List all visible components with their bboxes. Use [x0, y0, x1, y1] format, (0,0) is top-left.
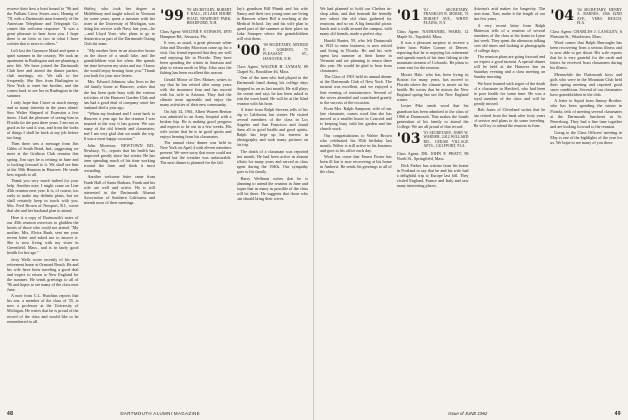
right-column-2 — [397, 6, 469, 410]
paragraph: Going to the Class Officers' meeting in May is one of the highlights of the year for us. We hope to see many of you there. — [550, 130, 622, 146]
class-header-1904 — [550, 8, 622, 26]
class-agent-line: Class Agent: CHARLES J. LANGLEY, 6 Pleasant St., Winchester, Mass. — [550, 28, 622, 39]
paragraph: Another welcome letter came from Frank Hall of Santa Barbara. Frank and his wife are well and active. He is still interested in the Dartmouth Alumni Association of Southern California and attends most of their meetings. — [83, 174, 155, 205]
paragraph: "My mother lives in an attractive house on the shore of a small lake, and the grandchildren visit her often. She spends her time between my sister and me. I know she would enjoy hearing from you." Thank you both for your nice letters. — [83, 47, 155, 78]
class-year-number: '99 — [160, 8, 184, 24]
paragraph: Arizona's arid makes for longevity. The next time, Tom, make it the length of our last few years. — [473, 6, 546, 22]
paragraph: Mrs. Edward Johnson, who lives in the old family home at Hanover, writes that she has been quite busy with the various activities of the Hanover Garden Club and has had a good deal of company since her husband died a year ago. — [83, 79, 155, 110]
right-page-footer — [321, 411, 621, 417]
paragraph: A letter to Squid from Jimmy Brother, who has been spending the winter in Florida, tells of meeting several classmates at the Dartmouth luncheon in St. Petersburg. They had a fine time together and are looking forward to the reunion. — [550, 98, 622, 129]
paragraph: Dick Parker has written from his home in Portland to say that he and his wife had a delightful trip to Europe last fall. They visited England, France and Italy and saw many interesting places. — [396, 162, 469, 188]
paragraph: The annual class dinner was held in New York on April 4 with eleven members present. We were sorry that more could not attend but the weather was unfavorable. The next dinner is planned for the fall. — [160, 140, 232, 166]
paragraph: "When my husband and I went back to Hanover a year ago for the reunion I was amazed at the way it has grown. We saw many of the old friends and classmates, and I am very glad that we made the trip. It was a most happy occasion." — [83, 111, 155, 142]
class-secretary-line: '99 SECRETARY, ROBERT F. BALL, 28 LAKE SHORE ROAD, NEWBURY PARK, BRADFORD, N.H. — [186, 8, 232, 26]
paragraph: The death of a classmate was reported last month. He had been active in alumni affairs for many years and served as class agent during the 1940s. Our sympathy goes to his family. — [236, 148, 308, 175]
page-number: 48 — [7, 411, 14, 417]
paragraph: A letter from Ralph Stevens tells of his trip to California last winter. He visited several members of the class in Los Angeles and San Francisco and found them all in good health and good spirits. Ralph has kept up his interest in photography and took many pictures on his trip. — [236, 107, 308, 148]
class-secretary-line: '01 SECRETARY, FRANKLIN B. MORSE, 76 DORSET AVE., WHITE PLAINS, N.Y. — [423, 8, 469, 26]
class-header-1899 — [160, 8, 232, 26]
paragraph: Word comes that Ralph Burroughs has been recovering from a serious illness and is now able to get about. His wife reports that he is very grateful for the cards and letters he received from classmates during his illness. — [550, 40, 622, 71]
class-year-number: '03 — [396, 130, 421, 147]
paragraph: A note from C.L. Hutchins reports that his son, a member of the class of '35, is now a professor at the University of Michigan. He writes that he is proud of the record of the class and would like to be remembered to all. — [7, 293, 79, 324]
paragraph: John Morrison, NEWTOWN RD., Newbury, Vt., reports that his health has improved greatly since last winter. He has been spending much of his time working around the farm and finds it most rewarding. — [83, 142, 155, 174]
paragraph: Lester Pike sends word that his grandson has been admitted to the class of 1966 at Dartmouth. That makes the fourth generation of his family to attend the College. We are all proud of that record. — [396, 103, 469, 129]
paragraph: Here is a copy of Dartmouth's notes of our 45th reunion exercises to gladden the hearts of those who could not attend. "My mother, Mrs. Elvira Rauh, sent me your recent letter and asked me to answer it. She is now living with my sister in Greenfield, Mass., and is in fairly good health for her age." — [7, 214, 79, 256]
paragraph: Word has come that Ernest Foster has been ill but is now recovering at his home in Amherst. He sends his greetings to all of the class. — [320, 154, 392, 175]
right-column-1 — [320, 6, 392, 410]
right-column-4 — [550, 6, 622, 410]
class-secretary-line: '00 SECRETARY, ARTHUR E. GORDON, 71 PLEASANT ST., HANOVER, N.H. — [263, 43, 308, 61]
left-page-footer — [7, 411, 307, 417]
paragraph: reserve their best a least bound to "96 and the Fulham Cross Stores ours. Hennig of '78, with a Dartmouth man formerly of the American Telephone and Telegraph Co. comes this welcome response: "It was a great pleasure to hear from you. I hope there is an item or two in what I have written that is news to others." — [7, 6, 79, 47]
paragraph: On July 14, 1961, Albert Warren Benton was admitted to an Army hospital with a broken hip. He is making good progress and expects to be out in a few weeks. His wife writes that he is in good spirits and enjoys hearing from his classmates. — [160, 108, 232, 139]
paragraph: The reunion plans are going forward and we expect a good turnout. A special dinner will be held at the Hanover Inn on Saturday evening and a class meeting on Sunday morning. — [473, 54, 546, 80]
paragraph: Morris Hale, who has been living in Boston for many years, has moved to Florida where the climate is easier on his health. He writes that he misses the New England spring but not the New England winter. — [396, 71, 469, 103]
class-agent-line: Class Agent: NATHANIEL WARD, 12 Maple St., Topsfield, Mass. — [396, 28, 469, 39]
paragraph: It was, as usual, a great pleasure when John and Dorothy Morrison came up for a visit. Our friend reported that they are well and enjoying life in Florida. They have been spending the winter in Sarasota and plan to return north in May. John says the fishing has been excellent this season. — [160, 40, 232, 76]
class-year-number: '04 — [550, 8, 575, 24]
left-column-4 — [237, 6, 309, 410]
paragraph: Gerald Morse of Des Moines writes to say that he has retired after many years with the insurance firm and has moved with his wife to Arizona. They find the climate most agreeable and enjoy the many activities of their new community. — [160, 76, 232, 108]
right-column-3 — [474, 6, 546, 410]
paragraph: It was a pleasant surprise to receive a letter from Walter Conner of Denver, reporting that he is enjoying his retirement and spends much of his time fishing in the mountain streams of Colorado. He plans to come east for the reunion. — [396, 40, 469, 71]
class-agent-line: Class Agent: WALTER H. LYMAN, 89 Chapel St., Brookline 46, Mass. — [236, 63, 308, 74]
left-page-columns — [7, 6, 308, 410]
paragraph: Our congratulations to Walter Brown who celebrated his 85th birthday last month. Walter is still active in his business and goes to his office each day. — [320, 132, 392, 153]
class-agent-line: Class Agent: WALTER F. STINSON, 1870 Hampton Rd., Sarasota, Fla. — [160, 28, 232, 39]
right-page-columns — [320, 6, 622, 410]
paragraph: The Class of 1901 held its annual dinner at the Dartmouth Club of New York. The turnout was excellent, and we enjoyed a fine evening of reminiscence. Several of the wives attended and contributed greatly to the success of the occasion. — [320, 74, 392, 105]
paragraph: A very recent letter from Ralph Matteson tells of a reunion of several members of the class at his home in Lyme last week. They spent the afternoon talking over old times and looking at photographs of college days. — [473, 22, 546, 53]
class-header-1903 — [397, 131, 469, 149]
paragraph: I only hope that I have as much energy and as many interests in the years ahead. Saw Walter Shepard of Evanston a few times. I had the pleasure of seeing him in Florida for the past three years. I am not as good as he said it was, and from the looks of things I shall be back at my job before too long. — [7, 99, 79, 140]
page-number: 49 — [614, 411, 621, 417]
left-column-3 — [160, 6, 232, 410]
paragraph: Meanwhile the Dartmouth boys and girls who were in the Mountain Club held their spring meeting and reported good snow conditions. Several of our classmates have grandchildren in the club. — [550, 71, 622, 97]
paragraph: From Mrs. Ralph Sampson, wife of our late classmate, comes word that she has moved to a smaller house in Concord and is keeping busy with her garden and her church work. — [320, 106, 392, 132]
paragraph: One of the men who had played in the Dartmouth band during his college days dropped in on us last month. He still plays the cornet and says he has been asked to join the town band. He will be at the 62nd reunion with his horn. — [236, 75, 308, 106]
class-secretary-line: '03 SECRETARY, JOHN W. WARNER, 2412 WILLARD RD., CEDAR VILLAGE APTS., GULFPORT, FLA. — [423, 130, 469, 148]
left-column-2 — [84, 6, 156, 410]
right-page — [314, 0, 628, 420]
paragraph: Jerry Wells wrote recently of his new retirement home at Ormond Beach. He and his wife have been traveling a good deal and expect to return to New England for the summer. He sends greetings to all of '96 and hopes to see many of the class next June. — [7, 256, 79, 292]
paragraph: Jay's grandson Bill Plumb and his wife Nancy and their two young sons are living in Hanover where Bill is teaching at the Medical School. Jay and his wife plan to spend part of the summer at their place on Lake Sunapee where the grandchildren will visit them. — [236, 6, 308, 42]
paragraph: We have learned with regret of the death of a classmate in Hartford, who had been in poor health for some time. He was a loyal member of the class and will be greatly missed. — [473, 80, 546, 107]
class-header-1900 — [237, 43, 309, 61]
class-year-number: '01 — [396, 8, 421, 24]
paragraph: We had planned to hold our Chelsea in-shop affair, and that beneath the friendly tree where the old class gathered for reunions, and so on. A big beautiful picnic lunch and a walk around the campus, with many old friends, made a perfect day. — [320, 6, 392, 37]
left-column-1 — [7, 6, 79, 410]
magazine-title: DARTMOUTH ALUMNI MAGAZINE — [120, 411, 201, 416]
paragraph: Then there was a message from Jim Gibbs of South Bend, Ind., suggesting we meet at the Gridiron Club reunion this spring. Jim says he is retiring in June and is looking forward to it. We shall see him at the 50th Reunion in Hanover. He sends best regards to all. — [7, 141, 79, 177]
class-secretary-line: '04 SECRETARY, HENRY A. BARNES, 1566 42ND AVE., VERO BEACH, FLA. — [577, 8, 622, 26]
paragraph: Left last the Gaymore Mead and spent a quiet summer in the country. We took an apartment in Burlington and are planning a new life. We have joined the Dartmouth Club here and attend the dinner parties, club meetings, etc. We talk to her frequently. She flies from Burlington to New York to meet her brother, and she comes back to see her in Burlington in the summer. — [7, 47, 79, 99]
class-header-1901 — [397, 8, 469, 26]
paragraph: Harold Ranier, 59, who left Dartmouth in 1923 to enter business, is now retired and living in Florida. He and his wife spent last summer at their home in Vermont and are planning to return there this year. He would be glad to hear from classmates. — [320, 37, 392, 73]
class-year-number: '00 — [236, 43, 261, 60]
issue-date: Issue of JUNE 1962 — [448, 411, 488, 416]
paragraph: Harry Wellman writes that he is planning to attend the reunion in June and hopes that as many as possible of the class will be there. He suggests that those who can should bring their wives. — [236, 175, 308, 201]
paragraph: Shirley, who took her degree at Middlebury and taught school in Vermont for some years, spent a summer with her sister at the University of Michigan, was doing his service with Navy last year—he—and Lloyd Vose, who plans to go to Antarctica as part of the Dartmouth Outing Club ski team. — [83, 6, 155, 47]
paragraph: Bob Jones of Cleveland writes that he has retired from the bank after forty years of service and plans to do some traveling. He will try to attend the reunion in June. — [473, 107, 546, 128]
paragraph: Thank you very much indeed for your help. Another note. I might come on Line 45th reunion next year. It is, of course, too early to make any definite plans, but we shall certainly keep in touch with you. Mrs. Fred Brown of Newport, R.I., wrote that she and her husband plan to attend. — [7, 178, 79, 214]
class-agent-line: Class Agent: DR. JOHN F. PRATT, 98 North St., Springfield, Mass. — [396, 151, 469, 162]
